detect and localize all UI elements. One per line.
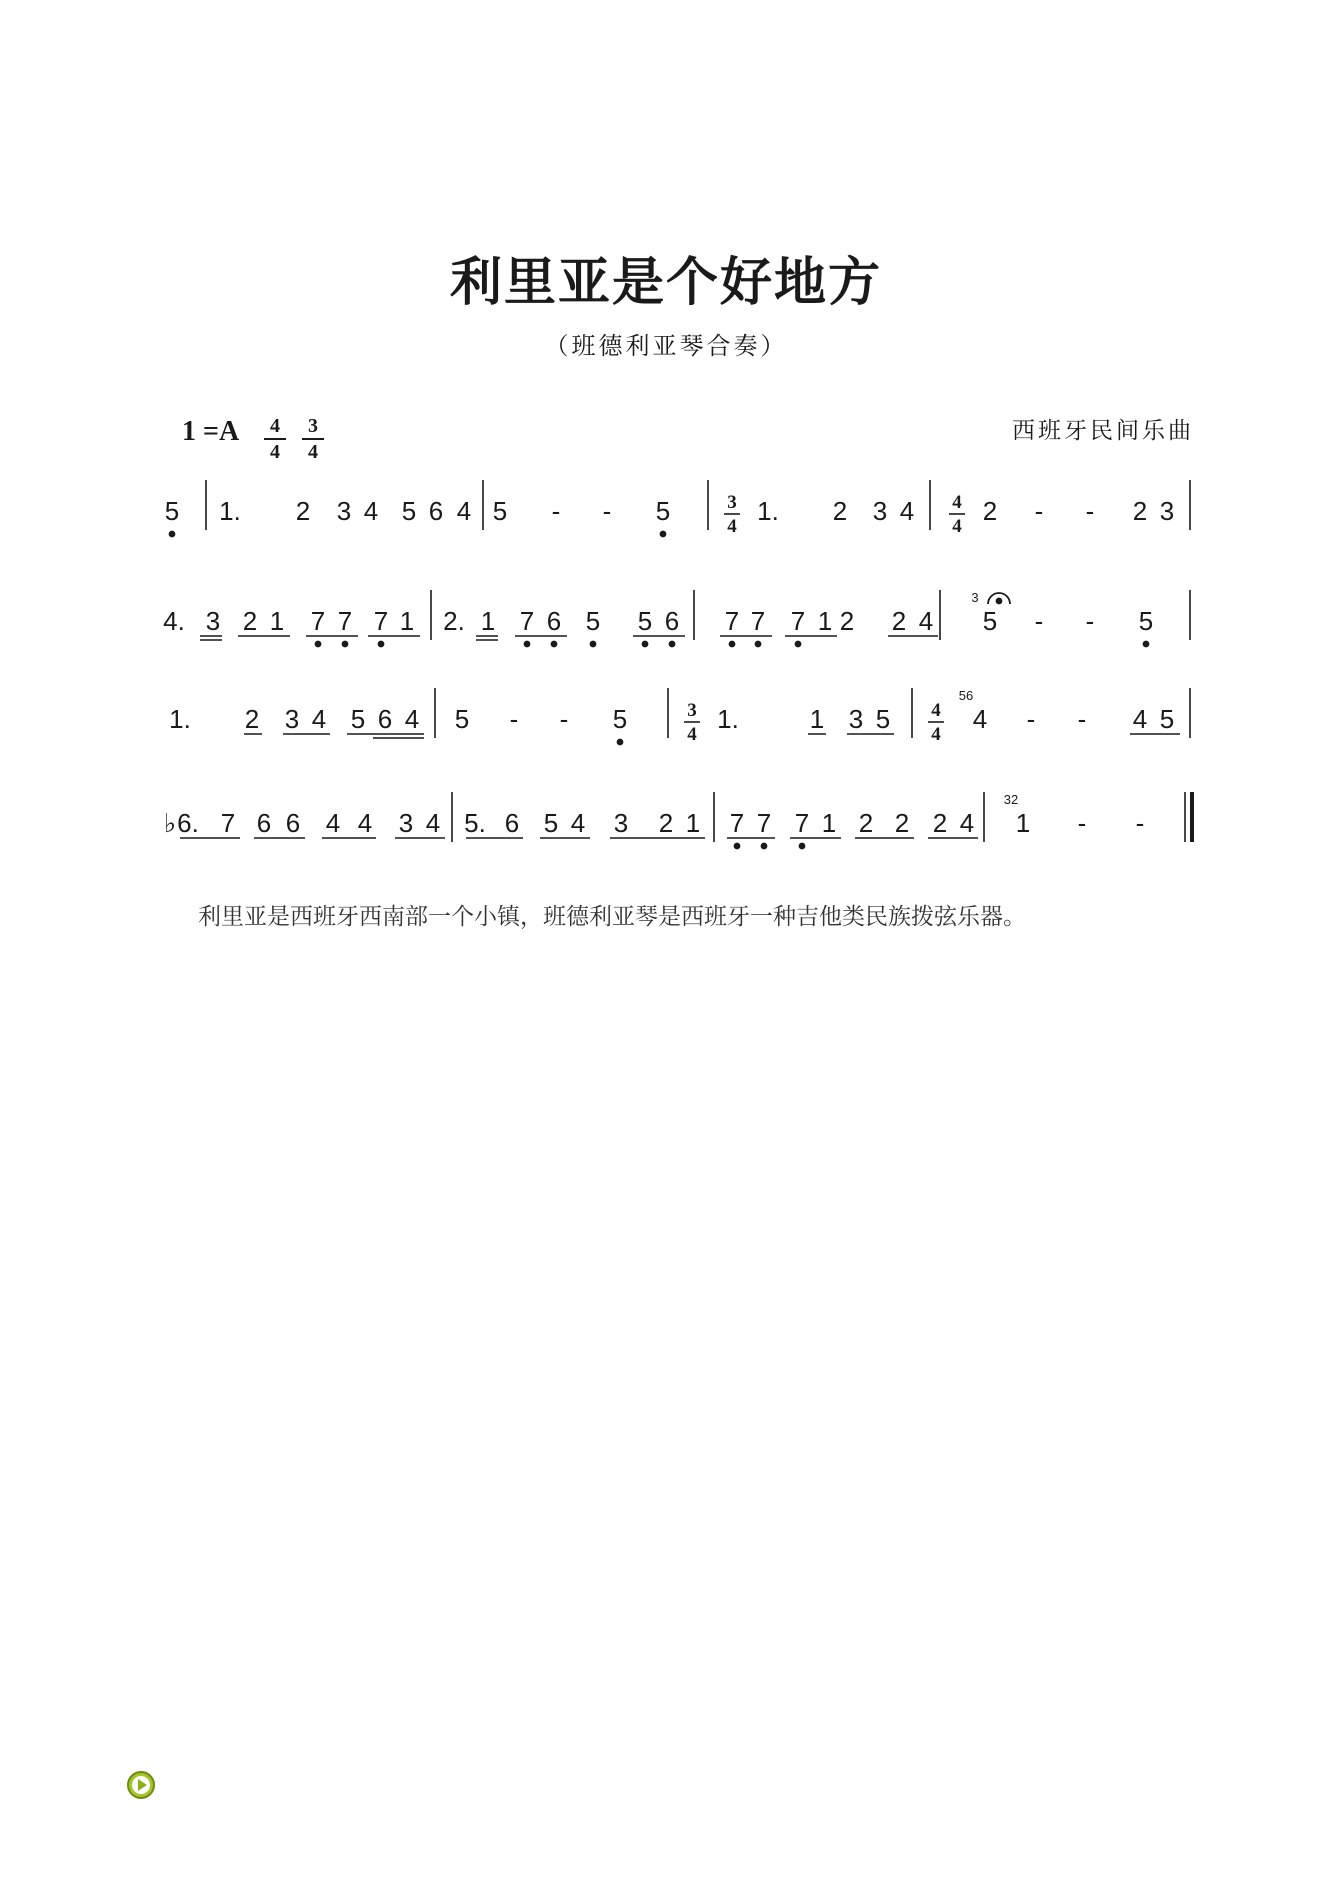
octave-dot: [170, 532, 175, 537]
note: 5: [982, 606, 998, 636]
note: 7: [750, 606, 766, 636]
note: 2: [1132, 496, 1148, 526]
note: 1: [809, 704, 825, 734]
time-signature-numerator: 3: [727, 492, 737, 513]
note: 4: [404, 704, 420, 734]
octave-dot: [343, 642, 348, 647]
note: 1.: [717, 704, 739, 734]
octave-dot: [552, 642, 557, 647]
note: 2: [858, 808, 874, 838]
note: 5: [612, 704, 628, 734]
time-signature-denominator: 4: [952, 516, 962, 537]
note: 3: [613, 808, 629, 838]
note: 4: [899, 496, 915, 526]
note: -: [551, 496, 561, 526]
octave-dot: [762, 844, 767, 849]
note: 1: [817, 606, 833, 636]
note: 4: [357, 808, 373, 838]
octave-dot: [670, 642, 675, 647]
note: 1.: [169, 704, 191, 734]
note: -: [559, 704, 569, 734]
note: 7: [220, 808, 236, 838]
time-signature-3-4: 3 4: [302, 416, 324, 462]
note: 7: [756, 808, 772, 838]
note: 5: [401, 496, 417, 526]
octave-dot: [997, 599, 1002, 604]
note: 7: [310, 606, 326, 636]
note: 4: [456, 496, 472, 526]
note: 2: [982, 496, 998, 526]
note: 4: [311, 704, 327, 734]
note: 7: [724, 606, 740, 636]
play-icon[interactable]: [126, 1770, 156, 1800]
octave-dot: [796, 642, 801, 647]
octave-dot: [525, 642, 530, 647]
note: 3: [872, 496, 888, 526]
note: 1: [399, 606, 415, 636]
grace-note: 3: [971, 590, 979, 605]
octave-dot: [730, 642, 735, 647]
caption: 利里亚是西班牙西南部一个小镇，班德利亚琴是西班牙一种吉他类民族拨弦乐器。: [198, 904, 1026, 930]
time-signature-4-4: 4 4: [264, 416, 286, 462]
note: 6: [504, 808, 520, 838]
note: 1: [821, 808, 837, 838]
note: 5: [875, 704, 891, 734]
note: 5.: [464, 808, 486, 838]
octave-dot: [1144, 642, 1149, 647]
note: -: [1135, 808, 1145, 838]
note: 5: [492, 496, 508, 526]
note: 5: [454, 704, 470, 734]
note: 4: [425, 808, 441, 838]
note: 4: [1132, 704, 1148, 734]
note: 1: [1015, 808, 1031, 838]
time-signature-denominator: 4: [687, 724, 697, 745]
note: 6: [428, 496, 444, 526]
octave-dot: [379, 642, 384, 647]
note: 4: [570, 808, 586, 838]
octave-dot: [800, 844, 805, 849]
note: 3: [848, 704, 864, 734]
note: 5: [164, 496, 180, 526]
note: 2: [932, 808, 948, 838]
note: 5: [655, 496, 671, 526]
octave-dot: [661, 532, 666, 537]
octave-dot: [591, 642, 596, 647]
time-signature-denominator: 4: [931, 724, 941, 745]
grace-note: 56: [958, 688, 974, 703]
note: -: [1085, 606, 1095, 636]
note: 7: [519, 606, 535, 636]
note: 3: [336, 496, 352, 526]
note: 5: [350, 704, 366, 734]
subtitle: （班德利亚琴合奏）: [544, 332, 788, 360]
note: 7: [790, 606, 806, 636]
octave-dot: [756, 642, 761, 647]
note: 7: [729, 808, 745, 838]
note: -: [1034, 496, 1044, 526]
note: 2: [242, 606, 258, 636]
note: ♭: [163, 808, 177, 838]
note: 6.: [177, 808, 199, 838]
composer: 西班牙民间乐曲: [1012, 418, 1194, 444]
note: 4.: [163, 606, 185, 636]
note: 2: [295, 496, 311, 526]
note: 1.: [219, 496, 241, 526]
note: 6: [664, 606, 680, 636]
note: 1: [269, 606, 285, 636]
note: 6: [256, 808, 272, 838]
octave-dot: [735, 844, 740, 849]
key-signature: 1 =A: [182, 416, 240, 447]
note: -: [1026, 704, 1036, 734]
note: -: [509, 704, 519, 734]
note: 2: [244, 704, 260, 734]
note: -: [1034, 606, 1044, 636]
note: 3: [1159, 496, 1175, 526]
note: 4: [325, 808, 341, 838]
note: 5: [543, 808, 559, 838]
time-signature-denominator: 4: [727, 516, 737, 537]
note: 2: [839, 606, 855, 636]
note: 2: [891, 606, 907, 636]
note: 6: [377, 704, 393, 734]
note: 7: [794, 808, 810, 838]
note: 2: [658, 808, 674, 838]
octave-dot: [618, 740, 623, 745]
note: 1: [480, 606, 496, 636]
note: 5: [637, 606, 653, 636]
note: 5: [1138, 606, 1154, 636]
note: 2: [832, 496, 848, 526]
note: 5: [585, 606, 601, 636]
note: 6: [285, 808, 301, 838]
note: 6: [546, 606, 562, 636]
note: 4: [363, 496, 379, 526]
note: 2: [894, 808, 910, 838]
note: 2.: [443, 606, 465, 636]
note: 5: [1159, 704, 1175, 734]
page-title: 利里亚是个好地方: [449, 253, 882, 313]
note: 3: [398, 808, 414, 838]
time-signature-numerator: 3: [687, 700, 697, 721]
note: -: [602, 496, 612, 526]
note: -: [1085, 496, 1095, 526]
note: 4: [959, 808, 975, 838]
note: 4: [972, 704, 988, 734]
grace-note: 32: [1003, 792, 1019, 807]
note: 3: [205, 606, 221, 636]
note: 1: [685, 808, 701, 838]
note: -: [1077, 808, 1087, 838]
note: 1.: [757, 496, 779, 526]
time-signature-numerator: 4: [952, 492, 962, 513]
note: -: [1077, 704, 1087, 734]
note: 7: [337, 606, 353, 636]
octave-dot: [643, 642, 648, 647]
note: 7: [373, 606, 389, 636]
time-signature-numerator: 4: [931, 700, 941, 721]
octave-dot: [316, 642, 321, 647]
note: 3: [284, 704, 300, 734]
note: 4: [918, 606, 934, 636]
